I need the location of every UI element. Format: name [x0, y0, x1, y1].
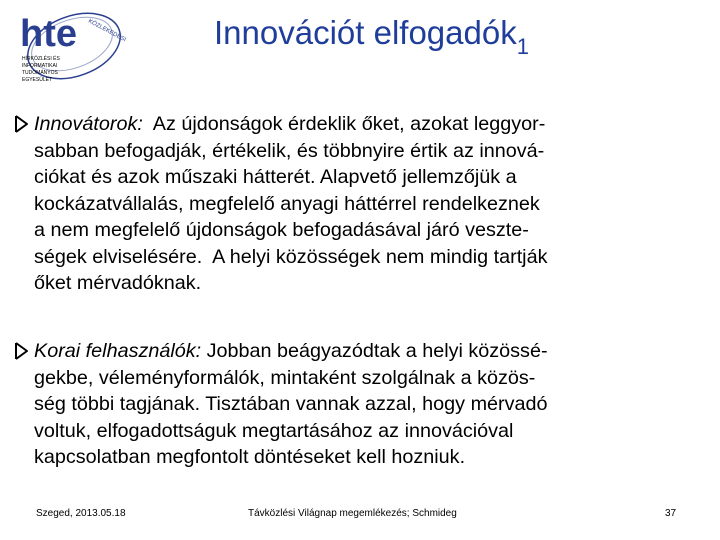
arrow-bullet-icon — [14, 111, 30, 137]
footer-event: Távközlési Világnap megemlékezés; Schmideg — [248, 508, 457, 519]
hte-logo — [6, 6, 132, 94]
bullet-line: ségek elviselésére. A helyi közösségek nem mindig tartják — [34, 245, 548, 268]
arrow-bullet-icon — [14, 338, 30, 364]
bullet-text: Jobban beágyazódtak a helyi közössé- — [201, 340, 548, 362]
logo-main-text: hte — [20, 13, 77, 55]
logo-subline-1: HÍRKÖZLÉSI ÉS — [22, 56, 60, 62]
footer-page-number: 37 — [665, 508, 677, 519]
bullet-body — [34, 111, 714, 297]
bullet-line: ség többi tagjának. Tisztában vannak azzal, hogy mérvadó — [34, 393, 548, 415]
bullet-lead: Innovátorok: — [34, 113, 143, 135]
bullet-line: kockázatvállalás, megfelelő anyagi háttérrel rendelkeznek — [34, 192, 540, 215]
bullet-early-adopters — [14, 338, 714, 471]
footer-date: Szeged, 2013.05.18 — [36, 508, 126, 519]
logo-subline-3: TUDOMÁNYOS — [22, 70, 58, 76]
slide-title-text: Innovációt elfogadók — [214, 14, 517, 51]
bullet-line — [34, 338, 714, 365]
bullet-line: őket mérvadóknak. — [34, 272, 202, 294]
slide-title-subscript: 1 — [516, 34, 529, 59]
bullet-lead: Korai felhasználók: — [34, 340, 202, 362]
bullet-line: voltuk, elfogadottságuk megtartásához az innovációval — [34, 419, 514, 442]
slide-title — [214, 14, 529, 60]
bullet-innovators — [14, 111, 714, 297]
logo-subline-4: EGYESÜLET — [22, 77, 53, 83]
bullet-line — [34, 111, 714, 138]
bullet-line: gekbe, véleményformálók, mintaként szolgálnak a közös- — [34, 366, 536, 389]
bullet-line: a nem megfelelő újdonságok befogadásával járó veszte- — [34, 219, 529, 241]
logo-ring-text: KÖZLEKEDÉSI — [87, 18, 127, 44]
logo-subline-2: INFORMATIKAI — [22, 63, 58, 69]
bullet-line: ciókat és azok műszaki hátterét. Alapvető jellemzőjük a — [34, 166, 517, 188]
bullet-body — [34, 338, 714, 471]
hte-logo-graphic — [6, 6, 132, 94]
bullet-line: kapcsolatban megfontolt döntéseket kell hozniuk. — [34, 446, 466, 468]
bullet-line: sabban befogadják, értékelik, és többnyire értik az innová- — [34, 139, 545, 162]
bullet-text: Az újdonságok érdeklik őket, azokat leggyor- — [142, 113, 546, 135]
